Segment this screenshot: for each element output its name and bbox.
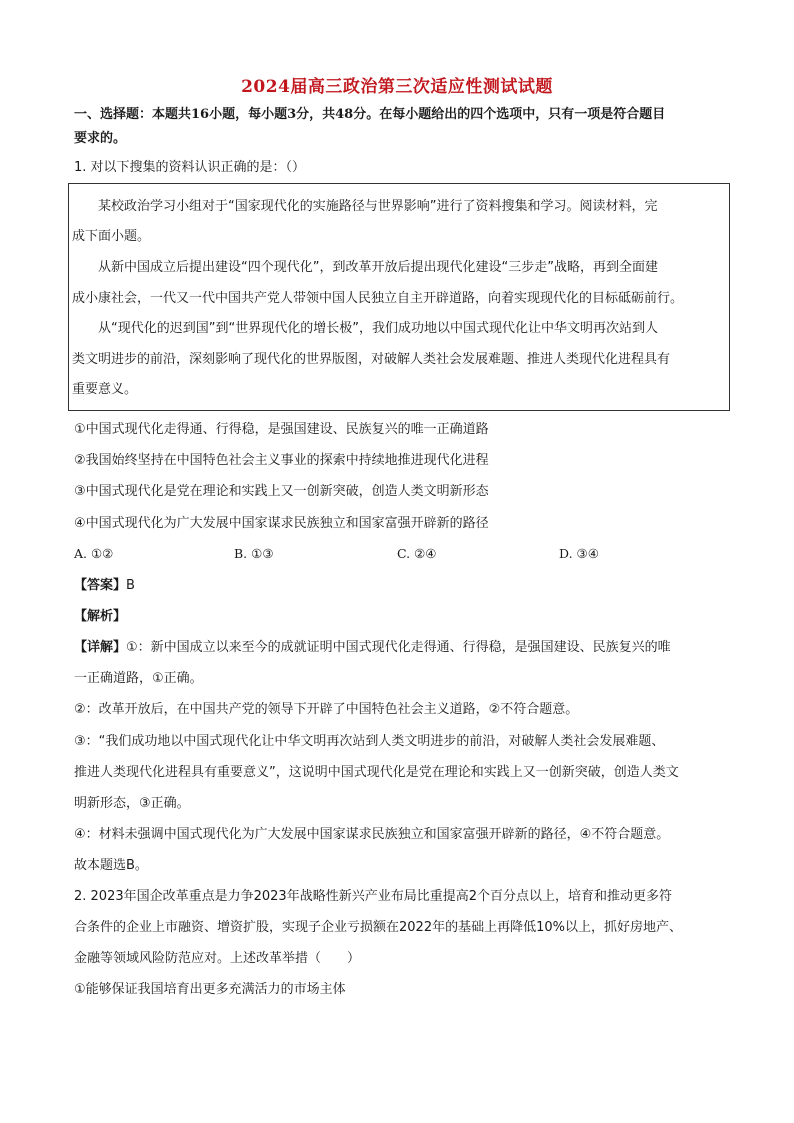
question-2-line-1: 2. 2023年国企改革重点是力争2023年战略性新兴产业布局比重提高2个百分点以上，培育和推动更多符 (74, 889, 672, 904)
detail-line-2: 一正确道路，①正确。 (74, 671, 203, 686)
detail-line-4: ③：“我们成功地以中国式现代化让中华文明再次站到人类文明进步的前沿，对破解人类社会发展难题、 (74, 734, 665, 749)
material-p1-line2: 成下面小题。 (72, 229, 151, 244)
material-p3-line3: 重要意义。 (72, 382, 138, 397)
answer-value: B (126, 578, 135, 593)
material-p2-line2: 成小康社会，一代又一代中国共产党人带领中国人民独立自主开辟道路，向着实现现代化的目标砥砺前行。 (72, 291, 684, 306)
material-p2-line1: 从新中国成立后提出建设“四个现代化”，到改革开放后提出现代化建设“三步走”战略，再到全面建 (98, 260, 658, 275)
statement-3: ③中国式现代化是党在理论和实践上又一创新突破，创造人类文明新形态 (74, 484, 489, 499)
option-d: D. ③④ (559, 546, 599, 561)
section-heading-line-2: 要求的。 (74, 131, 127, 146)
question-1-stem: 1. 对以下搜集的资料认识正确的是：（） (74, 160, 306, 175)
detail-line-5: 推进人类现代化进程具有重要意义”，这说明中国式现代化是党在理论和实践上又一创新突破，创造人类文 (74, 765, 679, 780)
question-2-line-2: 合条件的企业上市融资、增资扩股，实现子企业亏损额在2022年的基础上再降低10%以上，抓好房地产、 (74, 920, 682, 935)
detail-line-1 (74, 639, 724, 657)
detail-line-3: ②：改革开放后，在中国共产党的领导下开辟了中国特色社会主义道路，②不符合题意。 (74, 702, 579, 717)
detail-text-1: ①：新中国成立以来至今的成就证明中国式现代化走得通、行得稳，是强国建设、民族复兴的唯 (126, 640, 671, 655)
material-p1-line1: 某校政治学习小组对于“国家现代化的实施路径与世界影响”进行了资料搜集和学习。阅读材料，完 (98, 199, 658, 214)
statement-1: ①中国式现代化走得通、行得稳，是强国建设、民族复兴的唯一正确道路 (74, 422, 489, 437)
question-2-statement-1: ①能够保证我国培育出更多充满活力的市场主体 (74, 982, 346, 997)
detail-line-8: 故本题选B。 (74, 858, 148, 873)
detail-line-7: ④：材料未强调中国式现代化为广大发展中国家谋求民族独立和国家富强开辟新的路径，④不符合题意。 (74, 827, 670, 842)
answer-tag: 【答案】 (74, 578, 127, 593)
statement-4: ④中国式现代化为广大发展中国家谋求民族独立和国家富强开辟新的路径 (74, 516, 489, 531)
detail-tag: 【详解】 (74, 640, 127, 655)
material-p3-line1: 从“现代化的迟到国”到“世界现代化的增长极”，我们成功地以中国式现代化让中华文明再次站到人 (98, 321, 658, 336)
analysis-tag: 【解析】 (74, 609, 127, 624)
material-p3-line2: 类文明进步的前沿，深刻影响了现代化的世界版图，对破解人类社会发展难题、推进人类现代化进程具有 (72, 352, 671, 367)
option-c: C. ②④ (397, 546, 437, 561)
question-2-line-3: 金融等领域风险防范应对。上述改革举措（ ） (74, 951, 361, 966)
option-b: B. ①③ (234, 546, 274, 561)
analysis-line (74, 608, 724, 626)
section-heading-line-1: 一、选择题：本题共16小题，每小题3分，共48分。在每小题给出的四个选项中，只有一项是符合题目 (74, 107, 666, 122)
option-a: A. ①② (74, 546, 114, 561)
detail-line-6: 明新形态，③正确。 (74, 796, 190, 811)
answer-line (74, 577, 724, 595)
statement-2: ②我国始终坚持在中国特色社会主义事业的探索中持续地推进现代化进程 (74, 453, 489, 468)
page-title: 2024届高三政治第三次适应性测试试题 (241, 77, 553, 97)
